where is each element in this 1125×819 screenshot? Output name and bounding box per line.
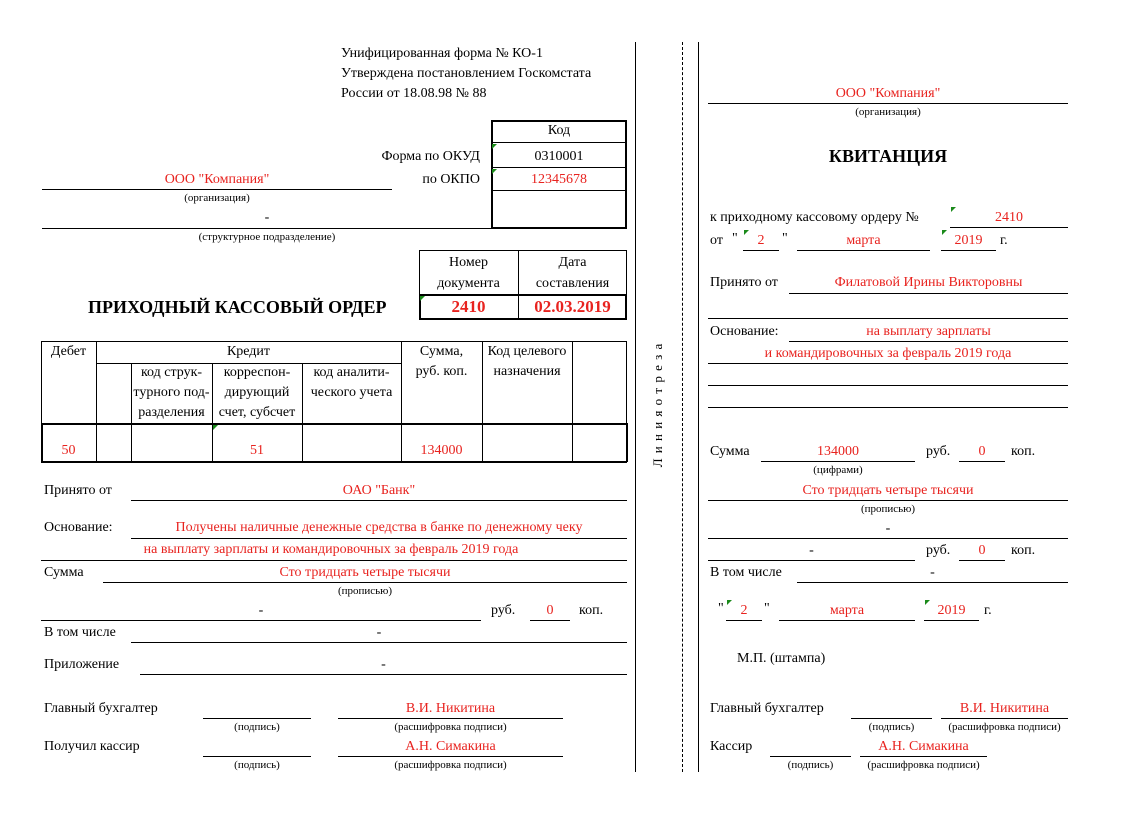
receipt-kop-value-2[interactable]: 0	[978, 543, 986, 558]
basis-line-2[interactable]: на выплату зарплаты и командировочных за февраль 2019 года	[143, 542, 519, 557]
receipt-sum-words[interactable]: Сто тридцать четыре тысячи	[802, 483, 974, 498]
sum-words-value[interactable]: Сто тридцать четыре тысячи	[279, 565, 451, 580]
doc-date-value[interactable]: 02.03.2019	[534, 297, 611, 316]
receipt-cashier-name[interactable]: А.Н. Симакина	[878, 739, 969, 754]
including-label: В том числе	[44, 625, 116, 640]
receipt-month-2[interactable]: марта	[829, 603, 865, 618]
doc-number-header-1: Номер	[449, 255, 488, 270]
year-suffix: г.	[1000, 233, 1008, 248]
cashier-label: Получил кассир	[44, 739, 140, 754]
kod-header: Код	[547, 123, 571, 138]
subdivision-code-header-3: разделения	[138, 405, 205, 420]
to-order-label: к приходному кассовому ордеру №	[710, 210, 919, 225]
chief-signature-caption: (подпись)	[234, 721, 280, 733]
rub-label: руб.	[491, 603, 516, 618]
receipt-including-value[interactable]: -	[930, 565, 935, 580]
receipt-chief-decoding-caption: (расшифровка подписи)	[948, 721, 1061, 733]
receipt-received-label: Принято от	[710, 275, 778, 290]
receipt-org-name[interactable]: ООО "Компания"	[835, 86, 941, 101]
receipt-cashier-label: Кассир	[710, 739, 753, 754]
subdivision-value[interactable]: -	[264, 210, 270, 225]
received-from-value[interactable]: ОАО "Банк"	[342, 483, 416, 498]
receipt-left-border	[698, 42, 699, 772]
attachment-value[interactable]: -	[381, 657, 386, 672]
receipt-including-label: В том числе	[710, 565, 782, 580]
credit-header: Кредит	[226, 344, 271, 359]
form-line-1: Унифицированная форма № КО-1	[341, 46, 543, 61]
corr-account-value[interactable]: 51	[250, 443, 264, 458]
sum-header-2: руб. коп.	[415, 364, 468, 379]
quote-close-2: "	[764, 601, 770, 616]
date-header-2: составления	[535, 276, 610, 291]
receipt-basis-label: Основание:	[710, 324, 779, 339]
okud-label: Форма по ОКУД	[381, 149, 480, 164]
cashier-name[interactable]: А.Н. Симакина	[405, 739, 496, 754]
analytic-code-header-1: код аналити-	[313, 365, 390, 380]
okud-value[interactable]: 0310001	[534, 149, 584, 164]
received-from-label: Принято от	[44, 483, 112, 498]
cashier-decoding-caption: (расшифровка подписи)	[394, 759, 507, 771]
subdivision-code-header-2: турного под-	[133, 385, 210, 400]
subdivision-code-header-1: код струк-	[140, 365, 203, 380]
cut-dashed-line	[682, 42, 683, 772]
okpo-value[interactable]: 12345678	[531, 172, 587, 187]
receipt-kop-value[interactable]: 0	[978, 444, 986, 459]
receipt-order-number[interactable]: 2410	[995, 210, 1023, 225]
receipt-basis-line-1[interactable]: на выплату зарплаты	[866, 324, 991, 339]
okpo-label: по ОКПО	[422, 172, 480, 187]
receipt-day[interactable]: 2	[757, 233, 765, 248]
receipt-sum-digits[interactable]: 134000	[817, 444, 859, 459]
receipt-received-value[interactable]: Филатовой Ирины Викторовны	[834, 275, 1023, 290]
from-label: от	[710, 233, 723, 248]
receipt-basis-line-2[interactable]: и командировочных за февраль 2019 года	[764, 346, 1012, 361]
kop-label: коп.	[579, 603, 604, 618]
receipt-rub-label-2: руб.	[926, 543, 951, 558]
receipt-year-2[interactable]: 2019	[937, 603, 966, 618]
attachment-label: Приложение	[44, 657, 120, 672]
basis-line-1[interactable]: Получены наличные денежные средства в банке по денежному чеку	[175, 520, 583, 535]
digits-caption: (цифрами)	[813, 464, 863, 476]
org-name[interactable]: ООО "Компания"	[164, 172, 270, 187]
receipt-sum-label: Сумма	[710, 444, 750, 459]
stamp-label: М.П. (штампа)	[737, 651, 826, 666]
receipt-year[interactable]: 2019	[954, 233, 983, 248]
rub-value[interactable]: -	[258, 603, 264, 618]
receipt-chief-signature-caption: (подпись)	[868, 721, 915, 733]
order-title: ПРИХОДНЫЙ КАССОВЫЙ ОРДЕР	[88, 297, 387, 317]
sum-words-caption: (прописью)	[337, 585, 393, 597]
cut-line-label: Л и н и я о т р е з а	[650, 342, 665, 468]
date-header-1: Дата	[558, 255, 587, 270]
doc-number-value[interactable]: 2410	[451, 297, 486, 316]
receipt-chief-name[interactable]: В.И. Никитина	[959, 701, 1050, 716]
org-caption: (организация)	[184, 192, 250, 204]
receipt-cashier-signature-caption: (подпись)	[787, 759, 834, 771]
chief-decoding-caption: (расшифровка подписи)	[394, 721, 507, 733]
sum-label: Сумма	[44, 565, 84, 580]
quote-close: "	[782, 231, 788, 246]
subdivision-caption: (структурное подразделение)	[198, 231, 336, 243]
sum-value[interactable]: 134000	[420, 443, 463, 458]
receipt-title: КВИТАНЦИЯ	[828, 146, 948, 166]
receipt-words-caption: (прописью)	[860, 503, 916, 515]
analytic-code-header-2: ческого учета	[310, 385, 393, 400]
order-right-border	[635, 42, 636, 772]
target-code-header-1: Код целевого	[487, 344, 567, 359]
corr-account-header-3: счет, субсчет	[218, 405, 296, 420]
kop-value[interactable]: 0	[546, 603, 554, 618]
receipt-month[interactable]: марта	[846, 233, 881, 248]
corr-account-header-1: корреспон-	[223, 365, 291, 380]
receipt-day-2[interactable]: 2	[740, 603, 748, 618]
form-line-3: России от 18.08.98 № 88	[341, 86, 487, 101]
target-code-header-2: назначения	[493, 364, 561, 379]
chief-accountant-label: Главный бухгалтер	[44, 701, 158, 716]
quote-open-2: "	[718, 601, 724, 616]
chief-accountant-name[interactable]: В.И. Никитина	[405, 701, 496, 716]
debit-header: Дебет	[50, 344, 87, 359]
receipt-words-line-2[interactable]: -	[885, 521, 891, 536]
cashier-signature-caption: (подпись)	[234, 759, 280, 771]
form-line-2: Утверждена постановлением Госкомстата	[341, 66, 592, 81]
receipt-kop-label-2: коп.	[1011, 543, 1036, 558]
corr-account-header-2: дирующий	[224, 385, 290, 400]
receipt-rub-label: руб.	[926, 444, 951, 459]
debit-value[interactable]: 50	[61, 443, 76, 458]
sum-header-1: Сумма,	[419, 344, 464, 359]
basis-label: Основание:	[44, 520, 113, 535]
including-value[interactable]: -	[376, 625, 382, 640]
receipt-cashier-decoding-caption: (расшифровка подписи)	[867, 759, 980, 771]
year-suffix-2: г.	[984, 603, 992, 618]
receipt-chief-label: Главный бухгалтер	[710, 701, 824, 716]
receipt-kop-label: коп.	[1011, 444, 1036, 459]
receipt-rub-value-2[interactable]: -	[809, 543, 814, 558]
doc-number-header-2: документа	[437, 276, 500, 291]
quote-open: "	[732, 231, 738, 246]
receipt-org-caption: (организация)	[855, 106, 921, 118]
